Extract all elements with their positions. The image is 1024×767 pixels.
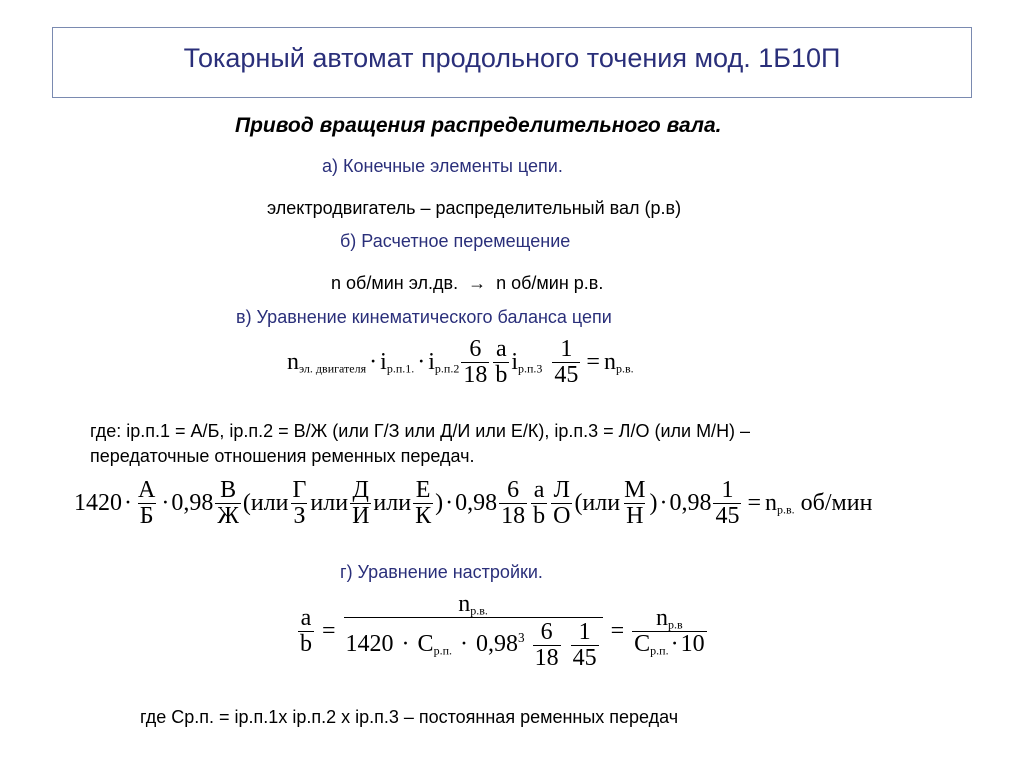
section-d-heading: г) Уравнение настройки. [340, 562, 543, 582]
eq2-frac-1-45: $\frac{1}{45}$ [715, 477, 740, 530]
eq2-frac-M-N: $\frac{М}{Н}$ [624, 477, 646, 530]
eq2-unit: об/мин [800, 490, 873, 517]
eq3-equals-2: = [610, 618, 625, 645]
eq2-dot-2: · [161, 490, 170, 517]
eq3-main-numerator: $n_{р.в.}$ [458, 591, 488, 618]
eq3-frac-a-b: $\frac{a}{b}$ [300, 605, 312, 658]
subtitle: Привод вращения распределительного вала. [235, 114, 722, 137]
eq3-main-fraction [344, 592, 603, 672]
eq3-frac-6-18: $\frac{6}{18}$ [534, 619, 559, 672]
eq2-dot-1: · [124, 490, 132, 517]
where-constant-text: где Ср.п. = iр.п.1х iр.п.2 х iр.п.3 – постоянная ременных передач [140, 707, 679, 727]
eq3-dot-1: · [401, 631, 410, 658]
eq1-frac-6-18: $\frac{6}{18}$ [463, 336, 488, 389]
eq3-right-fraction [632, 606, 706, 657]
eq3-equals-1: = [322, 618, 336, 645]
eq1-frac-1-45: $\frac{1}{45}$ [554, 336, 579, 389]
eq3-right-numerator: $n_{р.в}$ [656, 605, 683, 632]
eq1-i3: $i_{р.п.3}$ [511, 348, 543, 376]
section-a-heading: а) Конечные элементы цепи. [322, 156, 563, 176]
eq2-frac-G-Z: $\frac{Г}{З}$ [292, 477, 307, 530]
eq2-frac-V-Zh: $\frac{В}{Ж}$ [217, 477, 239, 530]
eq2-frac-D-I: $\frac{Д}{И}$ [352, 477, 370, 530]
eq2-frac-A-B: $\frac{А}{Б}$ [138, 477, 156, 530]
eq3-right-denominator: $C_{р.п.}\cdot 10$ [634, 631, 705, 658]
chain-ends-text: электродвигатель – распределительный вал (р.в) [267, 198, 682, 218]
eq2-frac-L-O: $\frac{Л}{О}$ [553, 477, 571, 530]
eq2-frac-a-b: $\frac{a}{b}$ [533, 477, 546, 530]
eq3-C: $C_{р.п.}$ [417, 631, 452, 658]
eq2-or-2: или [310, 490, 349, 517]
section-b-heading: б) Расчетное перемещение [340, 231, 571, 251]
eq1-dot-2: · [417, 349, 426, 376]
movement-text: n об/мин эл.дв. → n об/мин р.в. [331, 273, 604, 293]
eq1-frac-a-b: $\frac{a}{b}$ [495, 336, 508, 389]
where-gear-ratios-line1: где: iр.п.1 = А/Б, iр.п.2 = В/Ж (или Г/З или Д/И или Е/К), iр.п.3 = Л/О (или М/Н) – [90, 421, 751, 441]
eq1-i2: $i_{р.п.2}$ [428, 348, 460, 376]
eq2-close-2: ) [649, 490, 658, 517]
kinematic-balance-equation [287, 337, 634, 388]
slide-title: Токарный автомат продольного точения мод. 1Б10П [183, 43, 841, 73]
numeric-balance-equation [74, 478, 872, 529]
section-c-heading: в) Уравнение кинематического баланса цепи [236, 307, 612, 327]
tuning-equation [296, 592, 709, 672]
eq2-dot-3: · [445, 490, 454, 517]
eq3-frac-1-45: $\frac{1}{45}$ [572, 619, 597, 672]
title-box [52, 27, 972, 98]
eq3-098: 0,98$^3$ [475, 630, 525, 658]
eq2-frac-6-18: $\frac{6}{18}$ [501, 477, 526, 530]
eq2-frac-E-K: $\frac{Е}{К}$ [415, 477, 432, 530]
eq2-rhs: $n_{р.в.}$ [764, 489, 795, 517]
eq1-n: $n_{эл. двигателя}$ [287, 348, 367, 376]
eq2-dot-4: · [659, 490, 668, 517]
eq2-1420: 1420 [74, 490, 122, 517]
eq2-close-1: ) [435, 490, 444, 517]
eq1-rhs: $n_{р.в.}$ [603, 348, 634, 376]
eq2-or-4: (или [574, 490, 621, 517]
where-gear-ratios-line2: передаточные отношения ременных передач. [90, 446, 475, 466]
eq3-dot-2: · [459, 631, 468, 658]
eq1-dot-1: · [369, 349, 378, 376]
eq2-098-2: 0,98 [455, 490, 498, 517]
eq2-equals: = [747, 490, 761, 517]
eq3-main-denominator [344, 617, 603, 671]
eq2-098-3: 0,98 [669, 490, 712, 517]
eq2-098-1: 0,98 [171, 490, 214, 517]
eq1-i1: $i_{р.п.1.}$ [380, 348, 415, 376]
eq3-1420: 1420 [345, 631, 394, 658]
eq2-or-1: (или [242, 490, 289, 517]
eq2-or-3: или [373, 490, 412, 517]
eq1-equals: = [586, 349, 600, 376]
